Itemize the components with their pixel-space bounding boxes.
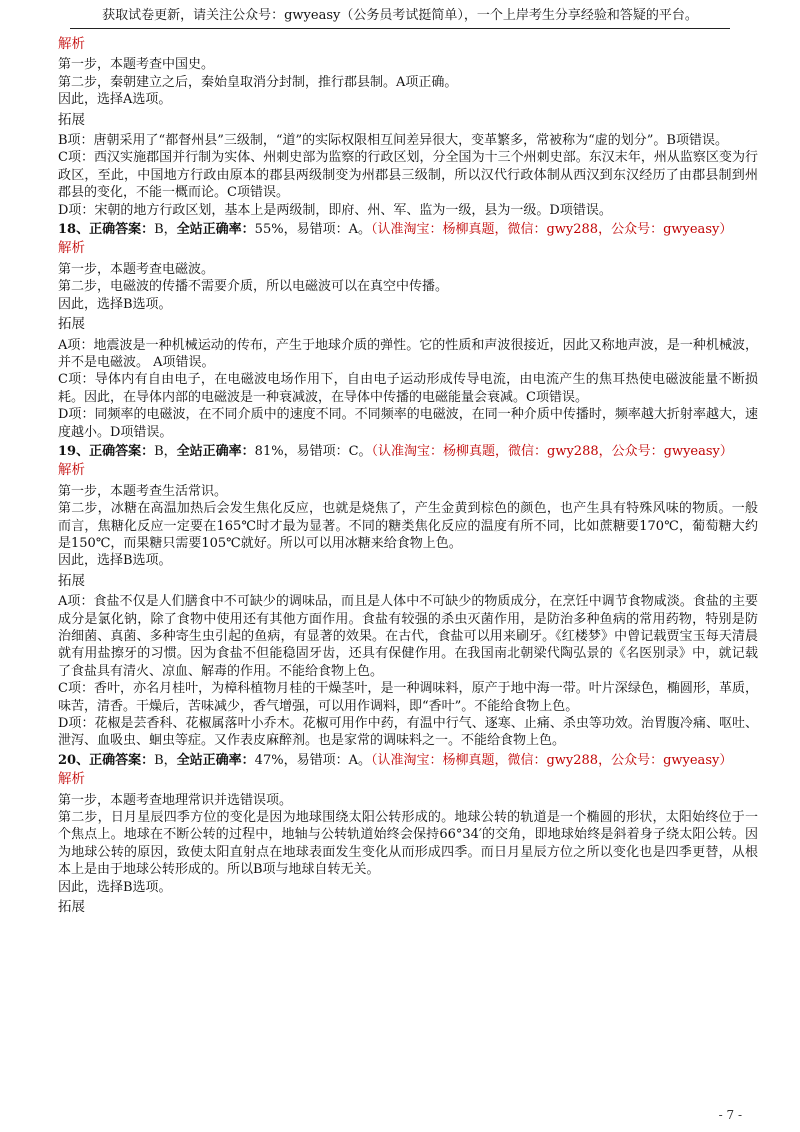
promo-note: （认准淘宝：杨柳真题，微信：gwy288，公众号：gwyeasy）	[370, 222, 733, 238]
extension-heading: 拓展	[58, 111, 85, 128]
accuracy-value: 47%，易错项：A。	[254, 752, 371, 768]
extension-paragraph: D项：同频率的电磁波，在不同介质中的速度不同。不同频率的电磁波，在同一种介质中传播时，频率越大折射率越大，速度越小。D项错误。	[58, 407, 758, 440]
accuracy-label: 全站正确率：	[176, 443, 255, 459]
analysis-line: 第二步，日月星辰四季方位的变化是因为地球围绕太阳公转形成的。地球公转的轨道是一个椭圆的形状，太阳始终位于一个焦点上。地球在不断公转的过程中，地轴与公转轨道始终会保持66°34′的交角，即地球始终是斜着身子绕太阳公转。因为地球公转的原因，致使太阳直射点在地球表面发生变化从而形成四季。而日月星辰方位之所以变化也是四季更替，从根本上是由于地球公转形成的。所以B项与地球自转无关。	[58, 810, 758, 878]
question-number: 20、正确答案：	[58, 752, 155, 768]
extension-paragraph: B项：唐朝采用了“都督州县”三级制，“道”的实际权限相互间差异很大，变革繁多，常被称为“虚的划分”。B项错误。	[58, 133, 728, 149]
page-header: 获取试卷更新，请关注公众号：gwyeasy（公务员考试挺简单），一个上岸考生分享经验和答疑的平台。	[70, 6, 730, 29]
extension-paragraph: C项：西汉实施郡国并行制为实体、州刺史部为监察的行政区划，分全国为十三个州刺史部。东汉末年，州从监察区变为行政区，至此，中国地方行政由原本的郡县两级制变为州郡县三级制，所以汉代行政体制从西汉到东汉经历了由郡县制到州郡县的变化，不能一概而论。C项错误。	[58, 150, 758, 201]
extension-paragraph: A项：食盐不仅是人们膳食中不可缺少的调味品，而且是人体中不可缺少的物质成分，在烹饪中调节食物咸淡。食盐的主要成分是氯化钠，除了食物中使用还有其他方面作用。食盐有较强的杀虫灭菌作用，是防治多种鱼病的常用药物，特别是防治细菌、真菌、多种寄生虫引起的鱼病，有显著的效果。在古代，食盐可以用来刷牙。《红楼梦》中曾记载贾宝玉每天清晨就有用盐擦牙的习惯。因为食盐不但能稳固牙齿，还具有保健作用。在我国南北朝梁代陶弘景的《名医别录》中，就记载了食盐具有清火、凉血、解毒的作用。不能给食物上色。	[58, 594, 758, 679]
question-number: 18、正确答案：	[58, 222, 155, 238]
analysis-line: 第一步，本题考查地理常识并选错误项。	[58, 792, 293, 808]
analysis-line: 因此，选择B选项。	[58, 553, 172, 569]
extension-paragraph: D项：花椒是芸香科、花椒属落叶小乔木。花椒可用作中药，有温中行气、逐寒、止痛、杀虫等功效。治胃腹冷痛、呕吐、泄泻、血吸虫、蛔虫等症。又作表皮麻醉剂。也是家常的调味料之一。不能给食物上色。	[58, 716, 758, 749]
extension-paragraph: C项：香叶，亦名月桂叶，为樟科植物月桂的干燥茎叶，是一种调味料，原产于地中海一带。叶片深绿色，椭圆形，革质，味苦，清香。干燥后，苦味减少，香气增强，可以用作调料，即“香叶”。不能给食物上色。	[58, 681, 758, 714]
accuracy-value: 81%，易错项：C。	[254, 443, 372, 459]
analysis-heading: 解析	[58, 240, 85, 257]
analysis-line: 第一步，本题考查生活常识。	[58, 483, 228, 499]
question-number: 19、正确答案：	[58, 443, 155, 459]
extension-paragraph: C项：导体内有自由电子，在电磁波电场作用下，自由电子运动形成传导电流，由电流产生的焦耳热使电磁波能量不断损耗。因此，在导体内部的电磁波是一种衰减波，在导体中传播的电磁能量会衰减。C项错误。	[58, 372, 758, 405]
extension-paragraph: D项：宋朝的地方行政区划，基本上是两级制，即府、州、军、监为一级，县为一级。D项错误。	[58, 202, 612, 218]
extension-heading: 拓展	[58, 572, 85, 589]
analysis-heading: 解析	[58, 36, 85, 52]
analysis-line: 因此，选择B选项。	[58, 879, 172, 895]
promo-note: （认准淘宝：杨柳真题，微信：gwy288，公众号：gwyeasy）	[371, 443, 733, 459]
accuracy-value: 55%，易错项：A。	[254, 222, 371, 238]
analysis-heading: 解析	[58, 771, 85, 788]
analysis-line: 第二步，冰糖在高温加热后会发生焦化反应，也就是烧焦了，产生金黄到棕色的颜色，也产生具有特殊风味的物质。一般而言，焦糖化反应一定要在165℃时才最为显著。不同的糖类焦化反应的温度有所不同，比如蔗糖要170℃，葡萄糖大约是150℃，而果糖只需要105℃就好。所以可以用冰糖来给食物上色。	[58, 501, 758, 551]
analysis-line: 第一步，本题考查电磁波。	[58, 261, 215, 277]
correct-answer: B，	[154, 752, 177, 768]
extension-heading: 拓展	[58, 316, 85, 333]
question-answer-line	[58, 752, 758, 769]
analysis-heading: 解析	[58, 462, 85, 479]
analysis-line: 因此，选择B选项。	[58, 296, 172, 312]
extension-heading: 拓展	[58, 899, 85, 916]
analysis-line: 第一步，本题考查中国史。	[58, 57, 215, 73]
question-answer-line	[58, 221, 758, 238]
analysis-line: 因此，选择A选项。	[58, 92, 172, 108]
promo-note: （认准淘宝：杨柳真题，微信：gwy288，公众号：gwyeasy）	[370, 752, 733, 768]
analysis-line: 第二步，秦朝建立之后，秦始皇取消分封制，推行郡县制。A项正确。	[58, 74, 458, 90]
page-content	[58, 34, 758, 920]
page-number: - 7 -	[718, 1108, 742, 1122]
extension-paragraph: A项：地震波是一种机械运动的传布，产生于地球介质的弹性。它的性质和声波很接近，因此又称地声波，是一种机械波，并不是电磁波。 A项错误。	[58, 337, 758, 370]
accuracy-label: 全站正确率：	[176, 752, 255, 768]
analysis-line: 第二步，电磁波的传播不需要介质，所以电磁波可以在真空中传播。	[58, 279, 449, 295]
correct-answer: B，	[154, 222, 177, 238]
correct-answer: B，	[154, 443, 177, 459]
accuracy-label: 全站正确率：	[176, 222, 255, 238]
question-answer-line	[58, 443, 758, 460]
